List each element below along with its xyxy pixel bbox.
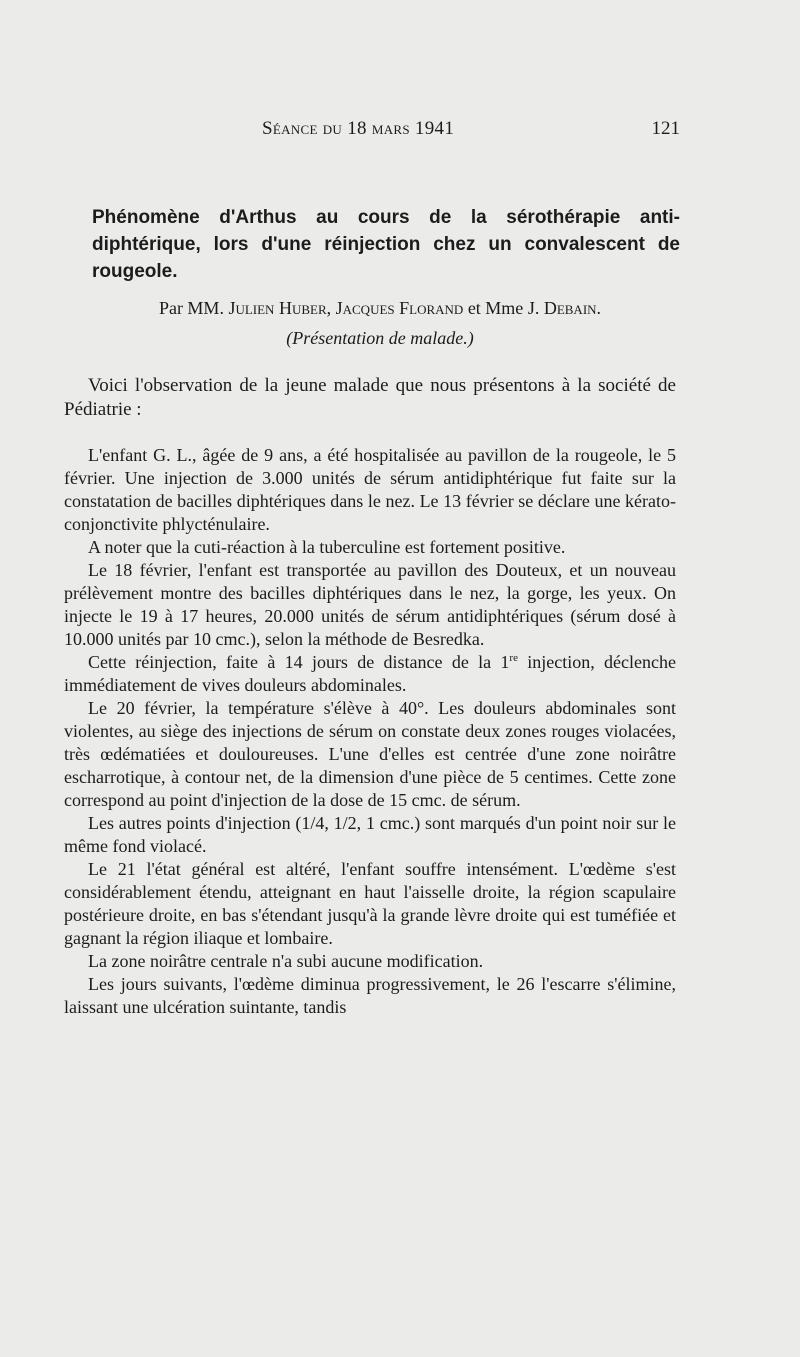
running-head-prefix: Séance du — [262, 118, 343, 139]
paragraph: L'enfant G. L., âgée de 9 ans, a été hospitalisée au pavillon de la rougeole, le 5 février. Une injection de 3.000 unités de sérum antidiphtérique fut faite sur la constatation de bacilles diphtériques dans le nez. Le 13 février se déclare une kérato-conjonctivite phlycténulaire. — [64, 445, 676, 534]
paragraph: Le 18 février, l'enfant est transportée au pavillon des Douteux, et un nouveau prélèvement montre des bacilles diphtériques dans le nez, la gorge, les yeux. On injecte le 19 à 17 heures, 20.000 unités de sérum antidiphtériques (sérum dosé à 10.000 unités par 10 cmc.), selon la méthode de Besredka. — [64, 560, 676, 649]
paragraph: Cette réinjection, faite à 14 jours de distance de la 1re injection, déclenche immédiatement de vives douleurs abdominales. — [64, 652, 676, 695]
authors-line — [0, 298, 760, 319]
article-subtitle: (Présentation de malade.) — [286, 328, 474, 348]
authors-last: J. Debain. — [527, 298, 602, 318]
authors-prefix: Par MM. — [158, 298, 224, 318]
authors-join: et Mme — [467, 298, 524, 318]
paragraph: Les autres points d'injection (1/4, 1/2, 1 cmc.) sont marqués d'un point noir sur le même fond violacé. — [64, 813, 676, 856]
page-number: 121 — [651, 118, 680, 139]
paragraph: Le 21 l'état général est altéré, l'enfant souffre intensément. L'œdème s'est considérablement étendu, atteignant en haut l'aisselle droite, la région scapulaire postérieure droite, en bas s'étendant jusqu'à la grande lèvre droite qui est tuméfiée et gagnant la région iliaque et lombaire. — [64, 859, 676, 948]
paragraph: Le 20 février, la température s'élève à 40°. Les douleurs abdominales sont violentes, au siège des injections de sérum on constate deux zones rouges violacées, très œdématiées et douloureuses. L'une d'elles est centrée d'une zone noirâtre escharrotique, à contour net, de la dimension d'une pièce de 5 centimes. Cette zone correspond au point d'injection de la dose de 15 cmc. de sérum. — [64, 698, 676, 810]
paragraph: A noter que la cuti-réaction à la tuberculine est fortement positive. — [88, 537, 566, 557]
article-body — [64, 374, 676, 1019]
paragraph: La zone noirâtre centrale n'a subi aucune modification. — [88, 951, 484, 971]
running-head-date: 18 mars 1941 — [347, 118, 455, 139]
running-head — [262, 118, 680, 140]
authors-names: Julien Huber, Jacques Florand — [228, 298, 464, 318]
paragraph: Voici l'observation de la jeune malade que nous présentons à la société de Pédiatrie : — [64, 375, 676, 420]
article-title: Phénomène d'Arthus au cours de la sérothérapie anti-diphtérique, lors d'une réinjection chez un convalescent de rougeole. — [92, 207, 680, 282]
paragraph: Les jours suivants, l'œdème diminua progressivement, le 26 l'escarre s'élimine, laissant une ulcération suintante, tandis — [64, 974, 676, 1017]
